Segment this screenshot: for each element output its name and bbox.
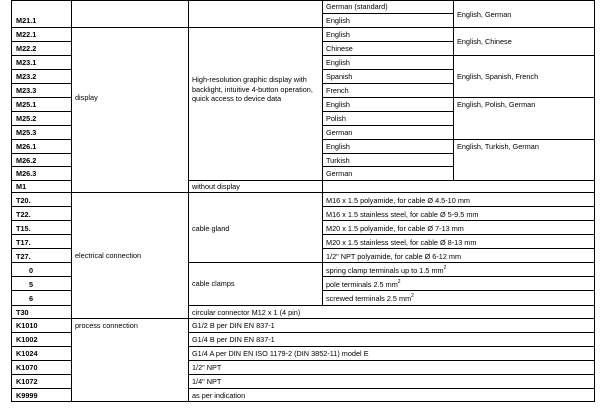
clamp-option [326, 280, 401, 289]
display-language: English [326, 142, 350, 151]
display-language: German (standard) [326, 2, 388, 11]
display-language: Chinese [326, 44, 353, 53]
process-code: K1002 [16, 335, 38, 344]
process-code: K9999 [16, 391, 38, 400]
electrical-code: T15. [16, 224, 31, 233]
display-language: German [326, 128, 353, 137]
clamp-code: 6 [29, 294, 34, 303]
process-code: K1010 [16, 321, 38, 330]
superscript: 2 [443, 265, 447, 271]
process-code: K1024 [16, 349, 38, 358]
cable-gland-option: M20 x 1.5 stainless steel, for cable Ø 8-13 mm [326, 238, 477, 247]
display-language: German [326, 169, 353, 178]
display-language: English [326, 58, 350, 67]
electrical-label: electrical connection [75, 251, 142, 260]
display-language: Polish [326, 114, 346, 123]
cable-gland-option: M20 x 1.5 polyamide, for cable Ø 7-13 mm [326, 224, 464, 233]
process-option: G1/4 A per DIN EN ISO 1179-2 (DIN 3852-11) model E [192, 349, 369, 358]
display-language: English [326, 16, 350, 25]
display-language: Spanish [326, 72, 353, 81]
process-label: process connection [75, 321, 138, 330]
display-code: M25.1 [16, 100, 37, 109]
process-code: K1072 [16, 377, 38, 386]
display-language-group: English, Chinese [457, 37, 512, 46]
display-code: M23.3 [16, 86, 37, 95]
display-code: M26.2 [16, 156, 37, 165]
display-code: M23.2 [16, 72, 37, 81]
clamp-option [326, 294, 414, 303]
process-option: 1/4" NPT [192, 377, 222, 386]
cable-gland-option: M16 x 1.5 stainless steel, for cable Ø 5-9.5 mm [326, 210, 479, 219]
process-option: 1/2" NPT [192, 363, 222, 372]
process-option: as per indication [192, 391, 246, 400]
cable-gland-option: 1/2" NPT polyamide, for cable Ø 6-12 mm [326, 252, 462, 261]
clamp-option-text: spring clamp terminals up to 1.5 mm [326, 266, 444, 275]
display-language: English [326, 30, 350, 39]
superscript: 2 [411, 293, 414, 299]
electrical-code: T22. [16, 210, 31, 219]
electrical-code: T20. [16, 196, 31, 205]
display-code: M22.1 [16, 30, 37, 39]
m1-code: M1 [16, 182, 27, 191]
display-code: M26.3 [16, 169, 37, 178]
display-code: M23.1 [16, 58, 37, 67]
display-language-group: English, German [457, 10, 512, 19]
display-label: display [75, 93, 98, 102]
clamp-code: 5 [29, 280, 34, 289]
clamp-option-text: screwed terminals 2.5 mm [326, 294, 412, 303]
display-code: M25.3 [16, 128, 37, 137]
cable-gland-label: cable gland [192, 224, 230, 233]
cable-clamps-label: cable clamps [192, 279, 235, 288]
display-code: M22.2 [16, 44, 37, 53]
display-language: French [326, 86, 349, 95]
display-code: M21.1 [16, 16, 37, 25]
display-language-group: English, Turkish, German [457, 142, 539, 151]
display-description: High-resolution graphic display with backlight, intuitive 4-button operation, quick access to device data [192, 75, 313, 103]
display-language: Turkish [326, 156, 350, 165]
display-code: M26.1 [16, 142, 37, 151]
clamp-code: 0 [29, 266, 34, 275]
superscript: 2 [397, 279, 401, 285]
ordering-table [11, 0, 595, 402]
electrical-code: T27. [16, 252, 31, 261]
electrical-code: T17. [16, 238, 31, 247]
process-code: K1070 [16, 363, 38, 372]
display-language: English [326, 100, 350, 109]
t30-description: circular connector M12 x 1 (4 pin) [192, 308, 301, 317]
clamp-option-text: pole terminals 2.5 mm [326, 280, 398, 289]
display-code: M25.2 [16, 114, 37, 123]
cable-gland-option: M16 x 1.5 polyamide, for cable Ø 4.5-10 mm [326, 196, 470, 205]
process-option: G1/2 B per DIN EN 837-1 [192, 321, 275, 330]
m1-description: without display [192, 182, 240, 191]
process-option: G1/4 B per DIN EN 837-1 [192, 335, 275, 344]
clamp-option [326, 266, 446, 275]
t30-code: T30 [16, 308, 29, 317]
display-language-group: English, Spanish, French [457, 72, 539, 81]
display-language-group: English, Polish, German [457, 100, 536, 109]
